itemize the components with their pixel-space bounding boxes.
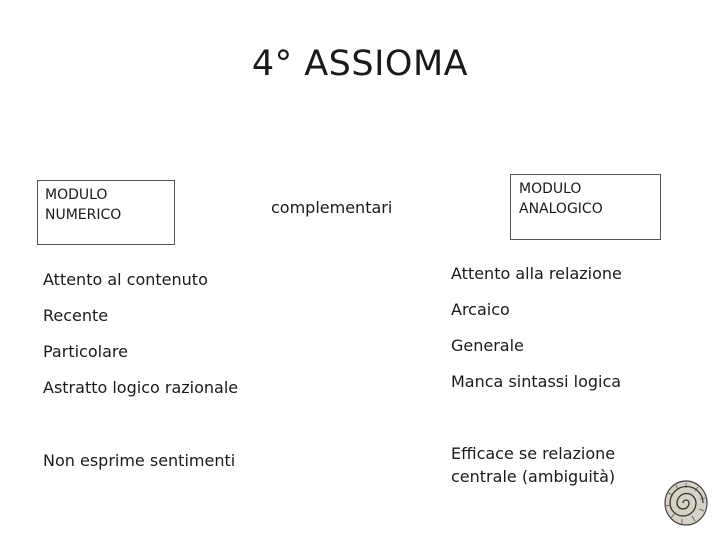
right-item-effective-line2: centrale (ambiguità) — [451, 467, 616, 486]
ammonite-shell-icon — [662, 476, 710, 528]
complementary-label: complementari — [271, 198, 393, 217]
left-item-content: Attento al contenuto — [43, 270, 208, 289]
analog-module-line2: ANALOGICO — [519, 201, 603, 217]
numeric-module-line1: MODULO — [45, 187, 108, 203]
analog-module-line1: MODULO — [519, 181, 582, 197]
left-item-particular: Particolare — [43, 342, 128, 361]
analog-module-box — [510, 174, 661, 240]
numeric-module-line2: NUMERICO — [45, 207, 122, 223]
numeric-module-box — [37, 180, 175, 245]
right-item-general: Generale — [451, 336, 524, 355]
slide-title: 4° ASSIOMA — [251, 44, 469, 84]
right-item-relation: Attento alla relazione — [451, 264, 622, 283]
left-item-abstract: Astratto logico razionale — [43, 378, 239, 397]
right-item-archaic: Arcaico — [451, 300, 510, 319]
left-item-recent: Recente — [43, 306, 109, 325]
right-item-effective-line1: Efficace se relazione — [451, 444, 616, 463]
left-item-no-feelings: Non esprime sentimenti — [43, 451, 236, 470]
right-item-no-syntax: Manca sintassi logica — [451, 372, 622, 391]
